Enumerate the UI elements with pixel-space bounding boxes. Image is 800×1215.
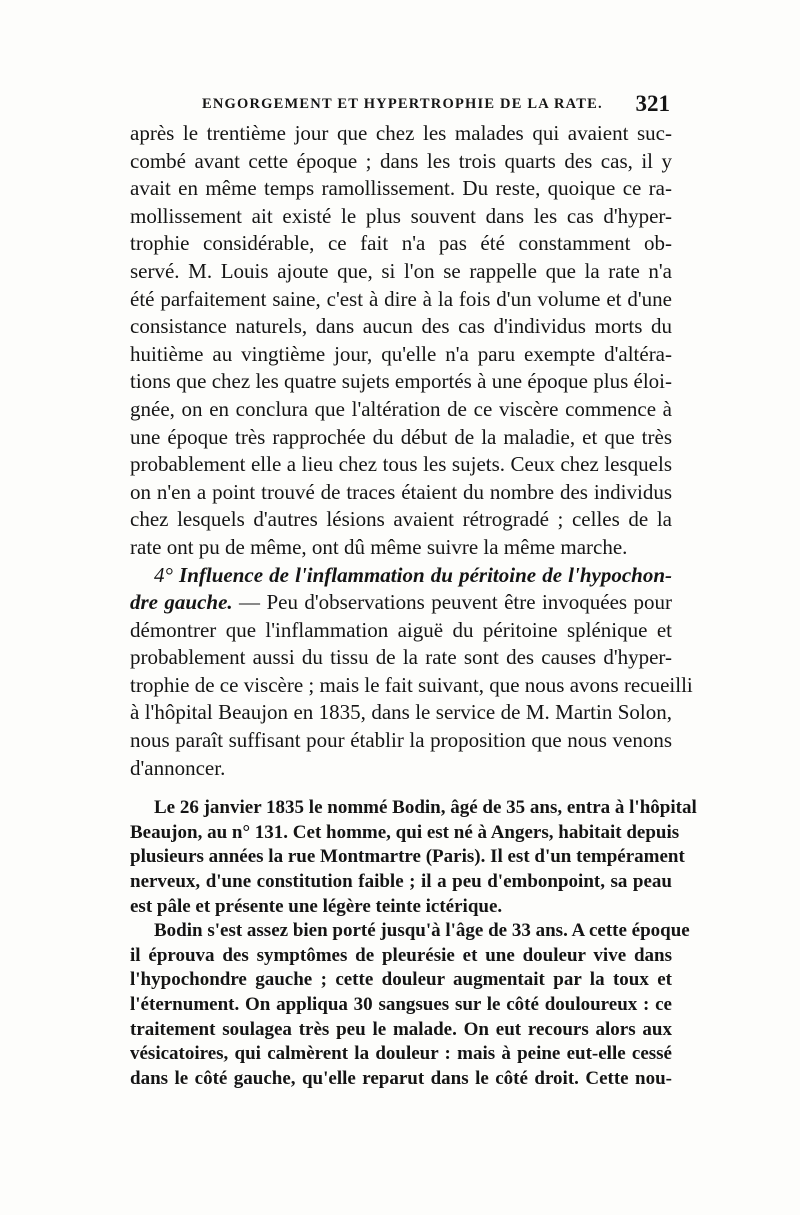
case-line: est pâle et présente une légère teinte ictérique. [130, 895, 503, 917]
text-line: trophie considérable, ce fait n'a pas été constamment ob- [130, 231, 672, 256]
case-line: Beaujon, au n° 131. Cet homme, qui est né à Angers, habitait depuis [130, 821, 680, 843]
text-line: à l'hôpital Beaujon en 1835, dans le service de M. Martin Solon, [130, 700, 672, 725]
case-line: traitement soulagea très peu le malade. On eut recours alors aux [130, 1018, 672, 1040]
main-text [130, 120, 697, 1091]
text-line: probablement elle a lieu chez tous les sujets. Ceux chez lesquels [130, 452, 672, 477]
text-line: tions que chez les quatre sujets emportés à une époque plus éloi- [130, 369, 672, 394]
section-number: 4° [154, 562, 173, 587]
case-line: plusieurs années la rue Montmartre (Paris). Il est d'un tempérament [130, 846, 685, 868]
text-line: mollissement ait existé le plus souvent dans les cas d'hyper- [130, 203, 672, 228]
case-line: l'hypochondre gauche ; cette douleur augmentait par la toux et [130, 969, 672, 991]
case-line: Bodin s'est assez bien porté jusqu'à l'âge de 33 ans. A cette époque [154, 920, 690, 942]
text-line: servé. M. Louis ajoute que, si l'on se rappelle que la rate n'a [130, 258, 672, 283]
text-line: rate ont pu de même, ont dû même suivre la même marche. [130, 534, 628, 559]
text-line: on n'en a point trouvé de traces étaient du nombre des individus [130, 479, 672, 504]
text-line: été parfaitement saine, c'est à dire à la fois d'un volume et d'une [130, 286, 672, 311]
text-line: démontrer que l'inflammation aiguë du péritoine splénique et [130, 617, 672, 642]
case-line: nerveux, d'une constitution faible ; il a peu d'embonpoint, sa peau [130, 871, 672, 893]
text-line: probablement aussi du tissu de la rate sont des causes d'hyper- [130, 645, 672, 670]
text-line: trophie de ce viscère ; mais le fait suivant, que nous avons recueilli [130, 672, 693, 697]
section-title: Influence de l'inflammation du péritoine de l'hypochon- [179, 562, 673, 587]
text-line: gnée, on en conclura que l'altération de ce viscère commence à [130, 396, 672, 421]
section-text-start: — Peu d'observations peuvent être invoquées pour [232, 590, 672, 615]
text-line [130, 589, 672, 617]
text-line: d'annoncer. [130, 755, 226, 780]
paragraph-gap [130, 782, 672, 796]
text-line: consistance naturels, dans aucun des cas d'individus morts du [130, 314, 672, 339]
text-line: chez lesquels d'autres lésions avaient rétrogradé ; celles de la [130, 507, 672, 532]
page-number: 321 [635, 91, 670, 116]
running-head [130, 91, 670, 118]
case-line: il éprouva des symptômes de pleurésie et une douleur vive dans [130, 944, 672, 966]
text-line: avait en même temps ramollissement. Du reste, quoique ce ra- [130, 176, 672, 201]
text-line: une époque très rapprochée du début de la maladie, et que très [130, 424, 672, 449]
case-line: l'éternument. On appliqua 30 sangsues sur le côté douloureux : ce [130, 994, 672, 1015]
text-line: combé avant cette époque ; dans les trois quarts des cas, il y [130, 148, 672, 173]
text-line: nous paraît suffisant pour établir la proposition que nous venons [130, 728, 672, 753]
text-line: après le trentième jour que chez les malades qui avaient suc- [130, 121, 672, 145]
text-line: huitième au vingtième jour, qu'elle n'a paru exempte d'altéra- [130, 341, 672, 366]
running-title: ENGORGEMENT ET HYPERTROPHIE DE LA RATE. [202, 96, 603, 112]
case-line: dans le côté gauche, qu'elle reparut dans le côté droit. Cette nou- [130, 1067, 672, 1089]
case-line: vésicatoires, qui calmèrent la douleur : mais à peine eut-elle cessé [130, 1043, 672, 1065]
section-heading [130, 562, 672, 590]
case-line: Le 26 janvier 1835 le nommé Bodin, âgé de 35 ans, entra à l'hôpital [154, 797, 697, 819]
section-title-end: dre gauche. [130, 590, 233, 615]
case-observation [130, 796, 697, 1091]
